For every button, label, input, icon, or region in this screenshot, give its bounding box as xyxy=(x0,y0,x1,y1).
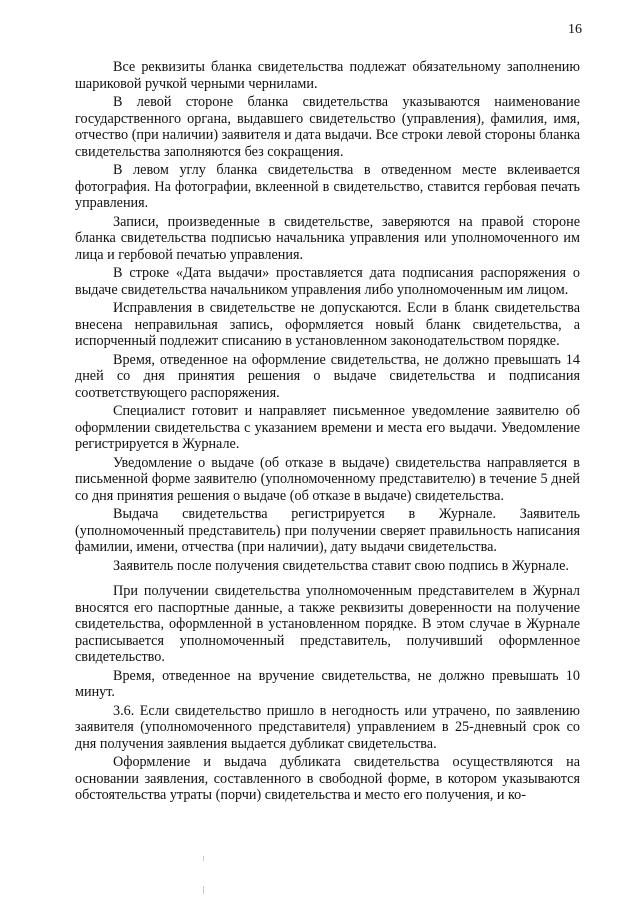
document-body xyxy=(75,59,580,806)
scan-speck xyxy=(203,886,204,894)
paragraph: Специалист готовит и направляет письменное уведомление заявителю об оформлении свидетельства с указанием времени и места его выдачи. Уведомление регистрируется в Журнале. xyxy=(75,403,580,452)
paragraph: При получении свидетельства уполномоченным представителем в Журнал вносятся его паспортные данные, а также реквизиты доверенности на получение свидетельства, оформленной в установленном порядке. В этом случае в Журнале расписывается уполномоченный представитель, получивший оформленное свидетельство. xyxy=(75,583,580,665)
paragraph: В левом углу бланка свидетельства в отведенном месте вклеивается фотография. На фотографии, вклеенной в свидетельство, ставится гербовая печать управления. xyxy=(75,162,580,211)
paragraph: Оформление и выдача дубликата свидетельства осуществляются на основании заявления, составленного в свободной форме, в котором указываются обстоятельства утраты (порчи) свидетельства и место его получения, и ко- xyxy=(75,754,580,803)
scan-speck xyxy=(203,856,204,861)
paragraph: Исправления в свидетельстве не допускаются. Если в бланк свидетельства внесена неправильная запись, оформляется новый бланк свидетельства, а испорченный подлежит списанию в установленном законодательством порядке. xyxy=(75,300,580,349)
paragraph: В левой стороне бланка свидетельства указываются наименование государственного органа, выдавшего свидетельство (управления), фамилия, имя, отчество (при наличии) заявителя и дата выдачи. Все строки левой стороны бланка свидетельства заполняются без сокращения. xyxy=(75,94,580,160)
paragraph: Заявитель после получения свидетельства ставит свою подпись в Журнале. xyxy=(113,557,569,574)
paragraph: Время, отведенное на вручение свидетельства, не должно превышать 10 минут. xyxy=(75,667,580,700)
paragraph: В строке «Дата выдачи» проставляется дата подписания распоряжения о выдаче свидетельства начальником управления либо уполномоченным им лицом. xyxy=(75,265,580,298)
paragraph: Время, отведенное на оформление свидетельства, не должно превышать 14 дней со дня принятия решения о выдаче свидетельства и подписания соответствующего распоряжения. xyxy=(75,351,580,401)
page-number: 16 xyxy=(568,22,582,37)
paragraph: Записи, произведенные в свидетельстве, заверяются на правой стороне бланка свидетельства подписью начальника управления или уполномоченного им лица и гербовой печатью управления. xyxy=(75,213,580,263)
paragraph: Выдача свидетельства регистрируется в Журнале. Заявитель (уполномоченный представитель) при получении сверяет правильность написания фамилии, имени, отчества (при наличии), дату выдачи свидетельства. xyxy=(75,506,580,555)
paragraph: Все реквизиты бланка свидетельства подлежат обязательному заполнению шариковой ручкой черными чернилами. xyxy=(75,59,580,92)
paragraph: Уведомление о выдаче (об отказе в выдаче) свидетельства направляется в письменной форме заявителю (уполномоченному представителю) в течение 5 дней со дня принятия решения о выдаче (об отказе в выдаче) свидетельства. xyxy=(75,454,580,504)
paragraph: 3.6. Если свидетельство пришло в негодность или утрачено, по заявлению заявителя (уполномоченного представителя) управлением в 25-дневный срок со дня получения заявления выдается дубликат свидетельства. xyxy=(75,702,580,752)
